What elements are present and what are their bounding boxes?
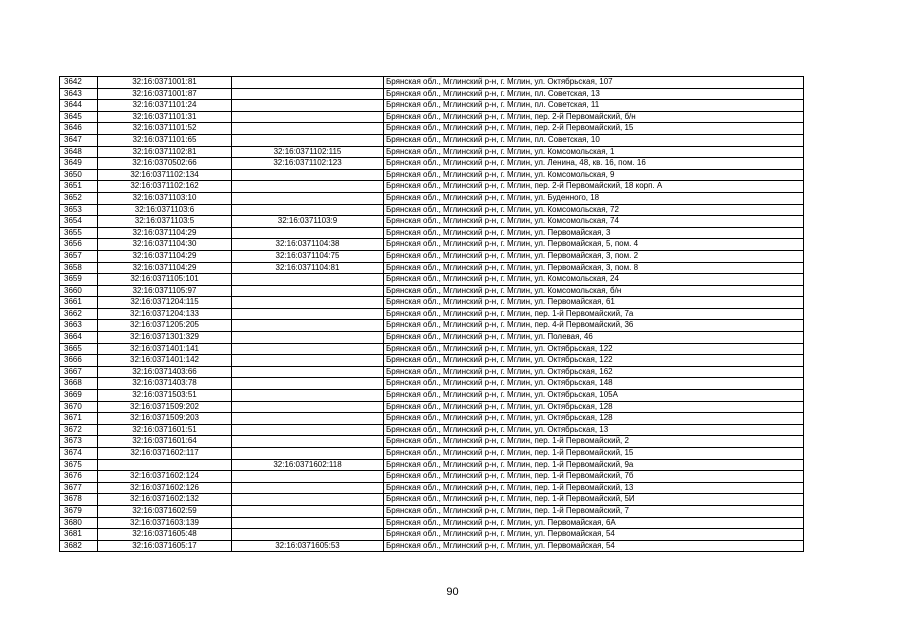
address-cell: Брянская обл., Мглинский р-н, г. Мглин, ул. Буденного, 18 [384, 192, 804, 204]
row-number-cell: 3652 [60, 192, 98, 204]
address-cell: Брянская обл., Мглинский р-н, г. Мглин, ул. Комсомольская, 72 [384, 204, 804, 216]
cadastral-number-cell: 32:16:0371602:132 [98, 494, 232, 506]
cadastral-number-cell: 32:16:0371104:30 [98, 239, 232, 251]
table-row [60, 134, 804, 146]
linked-number-cell: 32:16:0371102:123 [232, 158, 384, 170]
row-number-cell: 3681 [60, 529, 98, 541]
address-cell: Брянская обл., Мглинский р-н, г. Мглин, пер. 1-й Первомайский, 15 [384, 448, 804, 460]
cadastral-number-cell: 32:16:0371605:48 [98, 529, 232, 541]
cadastral-number-cell: 32:16:0371603:139 [98, 517, 232, 529]
linked-number-cell: 32:16:0371102:115 [232, 146, 384, 158]
cadastral-number-cell: 32:16:0371605:17 [98, 540, 232, 552]
row-number-cell: 3671 [60, 413, 98, 425]
linked-number-cell [232, 413, 384, 425]
cadastral-number-cell: 32:16:0371509:202 [98, 401, 232, 413]
linked-number-cell [232, 308, 384, 320]
linked-number-cell [232, 297, 384, 309]
linked-number-cell [232, 505, 384, 517]
row-number-cell: 3676 [60, 471, 98, 483]
cadastral-number-cell: 32:16:0371101:31 [98, 111, 232, 123]
cadastral-number-cell: 32:16:0371601:51 [98, 424, 232, 436]
address-cell: Брянская обл., Мглинский р-н, г. Мглин, ул. Октябрьская, 13 [384, 424, 804, 436]
cadastral-number-cell: 32:16:0371509:203 [98, 413, 232, 425]
row-number-cell: 3679 [60, 505, 98, 517]
table-row [60, 77, 804, 89]
linked-number-cell [232, 100, 384, 112]
row-number-cell: 3650 [60, 169, 98, 181]
address-cell: Брянская обл., Мглинский р-н, г. Мглин, ул. Первомайская, 54 [384, 540, 804, 552]
table-row [60, 459, 804, 471]
row-number-cell: 3682 [60, 540, 98, 552]
row-number-cell: 3657 [60, 250, 98, 262]
linked-number-cell [232, 529, 384, 541]
table-row [60, 111, 804, 123]
row-number-cell: 3653 [60, 204, 98, 216]
linked-number-cell [232, 471, 384, 483]
linked-number-cell [232, 366, 384, 378]
address-cell: Брянская обл., Мглинский р-н, г. Мглин, ул. Октябрьская, 162 [384, 366, 804, 378]
address-cell: Брянская обл., Мглинский р-н, г. Мглин, ул. Первомайская, 3 [384, 227, 804, 239]
table-row [60, 146, 804, 158]
table-row [60, 448, 804, 460]
linked-number-cell [232, 134, 384, 146]
table-row [60, 505, 804, 517]
table-row [60, 424, 804, 436]
address-cell: Брянская обл., Мглинский р-н, г. Мглин, ул. Комсомольская, 1 [384, 146, 804, 158]
linked-number-cell [232, 320, 384, 332]
row-number-cell: 3669 [60, 390, 98, 402]
linked-number-cell [232, 181, 384, 193]
table-row [60, 366, 804, 378]
cadastral-number-cell: 32:16:0371601:64 [98, 436, 232, 448]
row-number-cell: 3656 [60, 239, 98, 251]
row-number-cell: 3662 [60, 308, 98, 320]
cadastral-number-cell: 32:16:0371401:141 [98, 343, 232, 355]
row-number-cell: 3660 [60, 285, 98, 297]
linked-number-cell: 32:16:0371605:53 [232, 540, 384, 552]
linked-number-cell: 32:16:0371602:118 [232, 459, 384, 471]
cadastral-number-cell: 32:16:0371103:6 [98, 204, 232, 216]
row-number-cell: 3674 [60, 448, 98, 460]
address-cell: Брянская обл., Мглинский р-н, г. Мглин, пер. 1-й Первомайский, 5И [384, 494, 804, 506]
address-cell: Брянская обл., Мглинский р-н, г. Мглин, ул. Полевая, 46 [384, 332, 804, 344]
row-number-cell: 3659 [60, 274, 98, 286]
address-cell: Брянская обл., Мглинский р-н, г. Мглин, пер. 1-й Первомайский, 13 [384, 482, 804, 494]
cadastral-number-cell: 32:16:0371102:162 [98, 181, 232, 193]
table-row [60, 540, 804, 552]
table-row [60, 227, 804, 239]
table-row [60, 204, 804, 216]
cadastral-number-cell: 32:16:0371503:51 [98, 390, 232, 402]
row-number-cell: 3646 [60, 123, 98, 135]
row-number-cell: 3678 [60, 494, 98, 506]
table-row [60, 332, 804, 344]
table-row [60, 262, 804, 274]
table-row [60, 297, 804, 309]
table-row [60, 378, 804, 390]
address-cell: Брянская обл., Мглинский р-н, г. Мглин, пер. 4-й Первомайский, 36 [384, 320, 804, 332]
address-cell: Брянская обл., Мглинский р-н, г. Мглин, ул. Октябрьская, 128 [384, 401, 804, 413]
cadastral-number-cell: 32:16:0371602:124 [98, 471, 232, 483]
address-cell: Брянская обл., Мглинский р-н, г. Мглин, пл. Советская, 13 [384, 88, 804, 100]
table-row [60, 216, 804, 228]
cadastral-number-cell: 32:16:0371105:101 [98, 274, 232, 286]
cadastral-number-cell: 32:16:0371204:115 [98, 297, 232, 309]
cadastral-number-cell: 32:16:0371102:81 [98, 146, 232, 158]
linked-number-cell [232, 378, 384, 390]
row-number-cell: 3658 [60, 262, 98, 274]
address-cell: Брянская обл., Мглинский р-н, г. Мглин, ул. Первомайская, 54 [384, 529, 804, 541]
row-number-cell: 3668 [60, 378, 98, 390]
address-cell: Брянская обл., Мглинский р-н, г. Мглин, ул. Ленина, 48, кв. 16, пом. 16 [384, 158, 804, 170]
cadastral-number-cell: 32:16:0371101:65 [98, 134, 232, 146]
address-cell: Брянская обл., Мглинский р-н, г. Мглин, пер. 2-й Первомайский, 18 корп. А [384, 181, 804, 193]
row-number-cell: 3642 [60, 77, 98, 89]
cadastral-number-cell: 32:16:0371204:133 [98, 308, 232, 320]
address-cell: Брянская обл., Мглинский р-н, г. Мглин, ул. Октябрьская, 122 [384, 343, 804, 355]
row-number-cell: 3673 [60, 436, 98, 448]
row-number-cell: 3672 [60, 424, 98, 436]
table-row [60, 494, 804, 506]
address-cell: Брянская обл., Мглинский р-н, г. Мглин, пер. 1-й Первомайский, 7а [384, 308, 804, 320]
linked-number-cell [232, 343, 384, 355]
cadastral-number-cell: 32:16:0371001:81 [98, 77, 232, 89]
cadastral-number-cell: 32:16:0371403:66 [98, 366, 232, 378]
table-row [60, 413, 804, 425]
table-row [60, 123, 804, 135]
linked-number-cell [232, 285, 384, 297]
table-row [60, 308, 804, 320]
address-cell: Брянская обл., Мглинский р-н, г. Мглин, ул. Первомайская, 3, пом. 2 [384, 250, 804, 262]
linked-number-cell [232, 111, 384, 123]
address-cell: Брянская обл., Мглинский р-н, г. Мглин, ул. Первомайская, 61 [384, 297, 804, 309]
cadastral-number-cell: 32:16:0370502:66 [98, 158, 232, 170]
row-number-cell: 3670 [60, 401, 98, 413]
cadastral-number-cell: 32:16:0371403:78 [98, 378, 232, 390]
cadastral-number-cell: 32:16:0371602:59 [98, 505, 232, 517]
cadastral-number-cell: 32:16:0371205:205 [98, 320, 232, 332]
table-row [60, 355, 804, 367]
cadastral-number-cell: 32:16:0371102:134 [98, 169, 232, 181]
row-number-cell: 3648 [60, 146, 98, 158]
table-row [60, 517, 804, 529]
address-cell: Брянская обл., Мглинский р-н, г. Мглин, ул. Октябрьская, 107 [384, 77, 804, 89]
cadastral-number-cell: 32:16:0371101:52 [98, 123, 232, 135]
table-row [60, 100, 804, 112]
address-cell: Брянская обл., Мглинский р-н, г. Мглин, ул. Первомайская, 5, пом. 4 [384, 239, 804, 251]
cadastral-number-cell: 32:16:0371001:87 [98, 88, 232, 100]
address-cell: Брянская обл., Мглинский р-н, г. Мглин, ул. Октябрьская, 128 [384, 413, 804, 425]
linked-number-cell [232, 448, 384, 460]
linked-number-cell [232, 355, 384, 367]
row-number-cell: 3647 [60, 134, 98, 146]
linked-number-cell [232, 424, 384, 436]
table-row [60, 192, 804, 204]
row-number-cell: 3667 [60, 366, 98, 378]
linked-number-cell: 32:16:0371104:75 [232, 250, 384, 262]
linked-number-cell: 32:16:0371104:38 [232, 239, 384, 251]
address-cell: Брянская обл., Мглинский р-н, г. Мглин, пер. 1-й Первомайский, 2 [384, 436, 804, 448]
table-row [60, 169, 804, 181]
table-row [60, 471, 804, 483]
table-row [60, 320, 804, 332]
table-row [60, 482, 804, 494]
cadastral-number-cell: 32:16:0371104:29 [98, 262, 232, 274]
row-number-cell: 3664 [60, 332, 98, 344]
row-number-cell: 3680 [60, 517, 98, 529]
cadastral-table [59, 76, 804, 552]
table-row [60, 274, 804, 286]
cadastral-number-cell: 32:16:0371101:24 [98, 100, 232, 112]
table-row [60, 88, 804, 100]
linked-number-cell [232, 274, 384, 286]
linked-number-cell [232, 204, 384, 216]
table-row [60, 343, 804, 355]
row-number-cell: 3663 [60, 320, 98, 332]
address-cell: Брянская обл., Мглинский р-н, г. Мглин, пл. Советская, 11 [384, 100, 804, 112]
linked-number-cell: 32:16:0371104:81 [232, 262, 384, 274]
address-cell: Брянская обл., Мглинский р-н, г. Мглин, ул. Комсомольская, 24 [384, 274, 804, 286]
table-row [60, 250, 804, 262]
linked-number-cell [232, 77, 384, 89]
linked-number-cell [232, 517, 384, 529]
row-number-cell: 3645 [60, 111, 98, 123]
linked-number-cell [232, 123, 384, 135]
cadastral-number-cell [98, 459, 232, 471]
address-cell: Брянская обл., Мглинский р-н, г. Мглин, пл. Советская, 10 [384, 134, 804, 146]
table-row [60, 285, 804, 297]
address-cell: Брянская обл., Мглинский р-н, г. Мглин, пер. 1-й Первомайский, 7б [384, 471, 804, 483]
cadastral-number-cell: 32:16:0371401:142 [98, 355, 232, 367]
row-number-cell: 3677 [60, 482, 98, 494]
address-cell: Брянская обл., Мглинский р-н, г. Мглин, пер. 2-й Первомайский, б/н [384, 111, 804, 123]
address-cell: Брянская обл., Мглинский р-н, г. Мглин, ул. Первомайская, 6А [384, 517, 804, 529]
cadastral-number-cell: 32:16:0371104:29 [98, 250, 232, 262]
cadastral-number-cell: 32:16:0371301:329 [98, 332, 232, 344]
linked-number-cell [232, 482, 384, 494]
cadastral-number-cell: 32:16:0371103:5 [98, 216, 232, 228]
row-number-cell: 3643 [60, 88, 98, 100]
row-number-cell: 3665 [60, 343, 98, 355]
cadastral-number-cell: 32:16:0371104:29 [98, 227, 232, 239]
row-number-cell: 3675 [60, 459, 98, 471]
linked-number-cell [232, 390, 384, 402]
linked-number-cell [232, 227, 384, 239]
linked-number-cell [232, 169, 384, 181]
linked-number-cell [232, 436, 384, 448]
address-cell: Брянская обл., Мглинский р-н, г. Мглин, ул. Октябрьская, 122 [384, 355, 804, 367]
page-number: 90 [446, 586, 459, 598]
row-number-cell: 3651 [60, 181, 98, 193]
row-number-cell: 3654 [60, 216, 98, 228]
table-row [60, 401, 804, 413]
cadastral-number-cell: 32:16:0371103:10 [98, 192, 232, 204]
address-cell: Брянская обл., Мглинский р-н, г. Мглин, ул. Первомайская, 3, пом. 8 [384, 262, 804, 274]
address-cell: Брянская обл., Мглинский р-н, г. Мглин, ул. Октябрьская, 148 [384, 378, 804, 390]
linked-number-cell [232, 88, 384, 100]
table-row [60, 158, 804, 170]
cadastral-number-cell: 32:16:0371602:126 [98, 482, 232, 494]
linked-number-cell [232, 401, 384, 413]
table-row [60, 436, 804, 448]
linked-number-cell [232, 494, 384, 506]
address-cell: Брянская обл., Мглинский р-н, г. Мглин, ул. Комсомольская, 74 [384, 216, 804, 228]
address-cell: Брянская обл., Мглинский р-н, г. Мглин, ул. Октябрьская, 105А [384, 390, 804, 402]
row-number-cell: 3666 [60, 355, 98, 367]
table-row [60, 181, 804, 193]
address-cell: Брянская обл., Мглинский р-н, г. Мглин, пер. 2-й Первомайский, 15 [384, 123, 804, 135]
linked-number-cell [232, 332, 384, 344]
row-number-cell: 3644 [60, 100, 98, 112]
row-number-cell: 3655 [60, 227, 98, 239]
table-row [60, 529, 804, 541]
table-row [60, 239, 804, 251]
cadastral-number-cell: 32:16:0371602:117 [98, 448, 232, 460]
address-cell: Брянская обл., Мглинский р-н, г. Мглин, пер. 1-й Первомайский, 9а [384, 459, 804, 471]
table-row [60, 390, 804, 402]
address-cell: Брянская обл., Мглинский р-н, г. Мглин, ул. Комсомольская, 9 [384, 169, 804, 181]
address-cell: Брянская обл., Мглинский р-н, г. Мглин, ул. Комсомольская, б/н [384, 285, 804, 297]
address-cell: Брянская обл., Мглинский р-н, г. Мглин, пер. 1-й Первомайский, 7 [384, 505, 804, 517]
row-number-cell: 3661 [60, 297, 98, 309]
row-number-cell: 3649 [60, 158, 98, 170]
linked-number-cell [232, 192, 384, 204]
linked-number-cell: 32:16:0371103:9 [232, 216, 384, 228]
cadastral-number-cell: 32:16:0371105:97 [98, 285, 232, 297]
